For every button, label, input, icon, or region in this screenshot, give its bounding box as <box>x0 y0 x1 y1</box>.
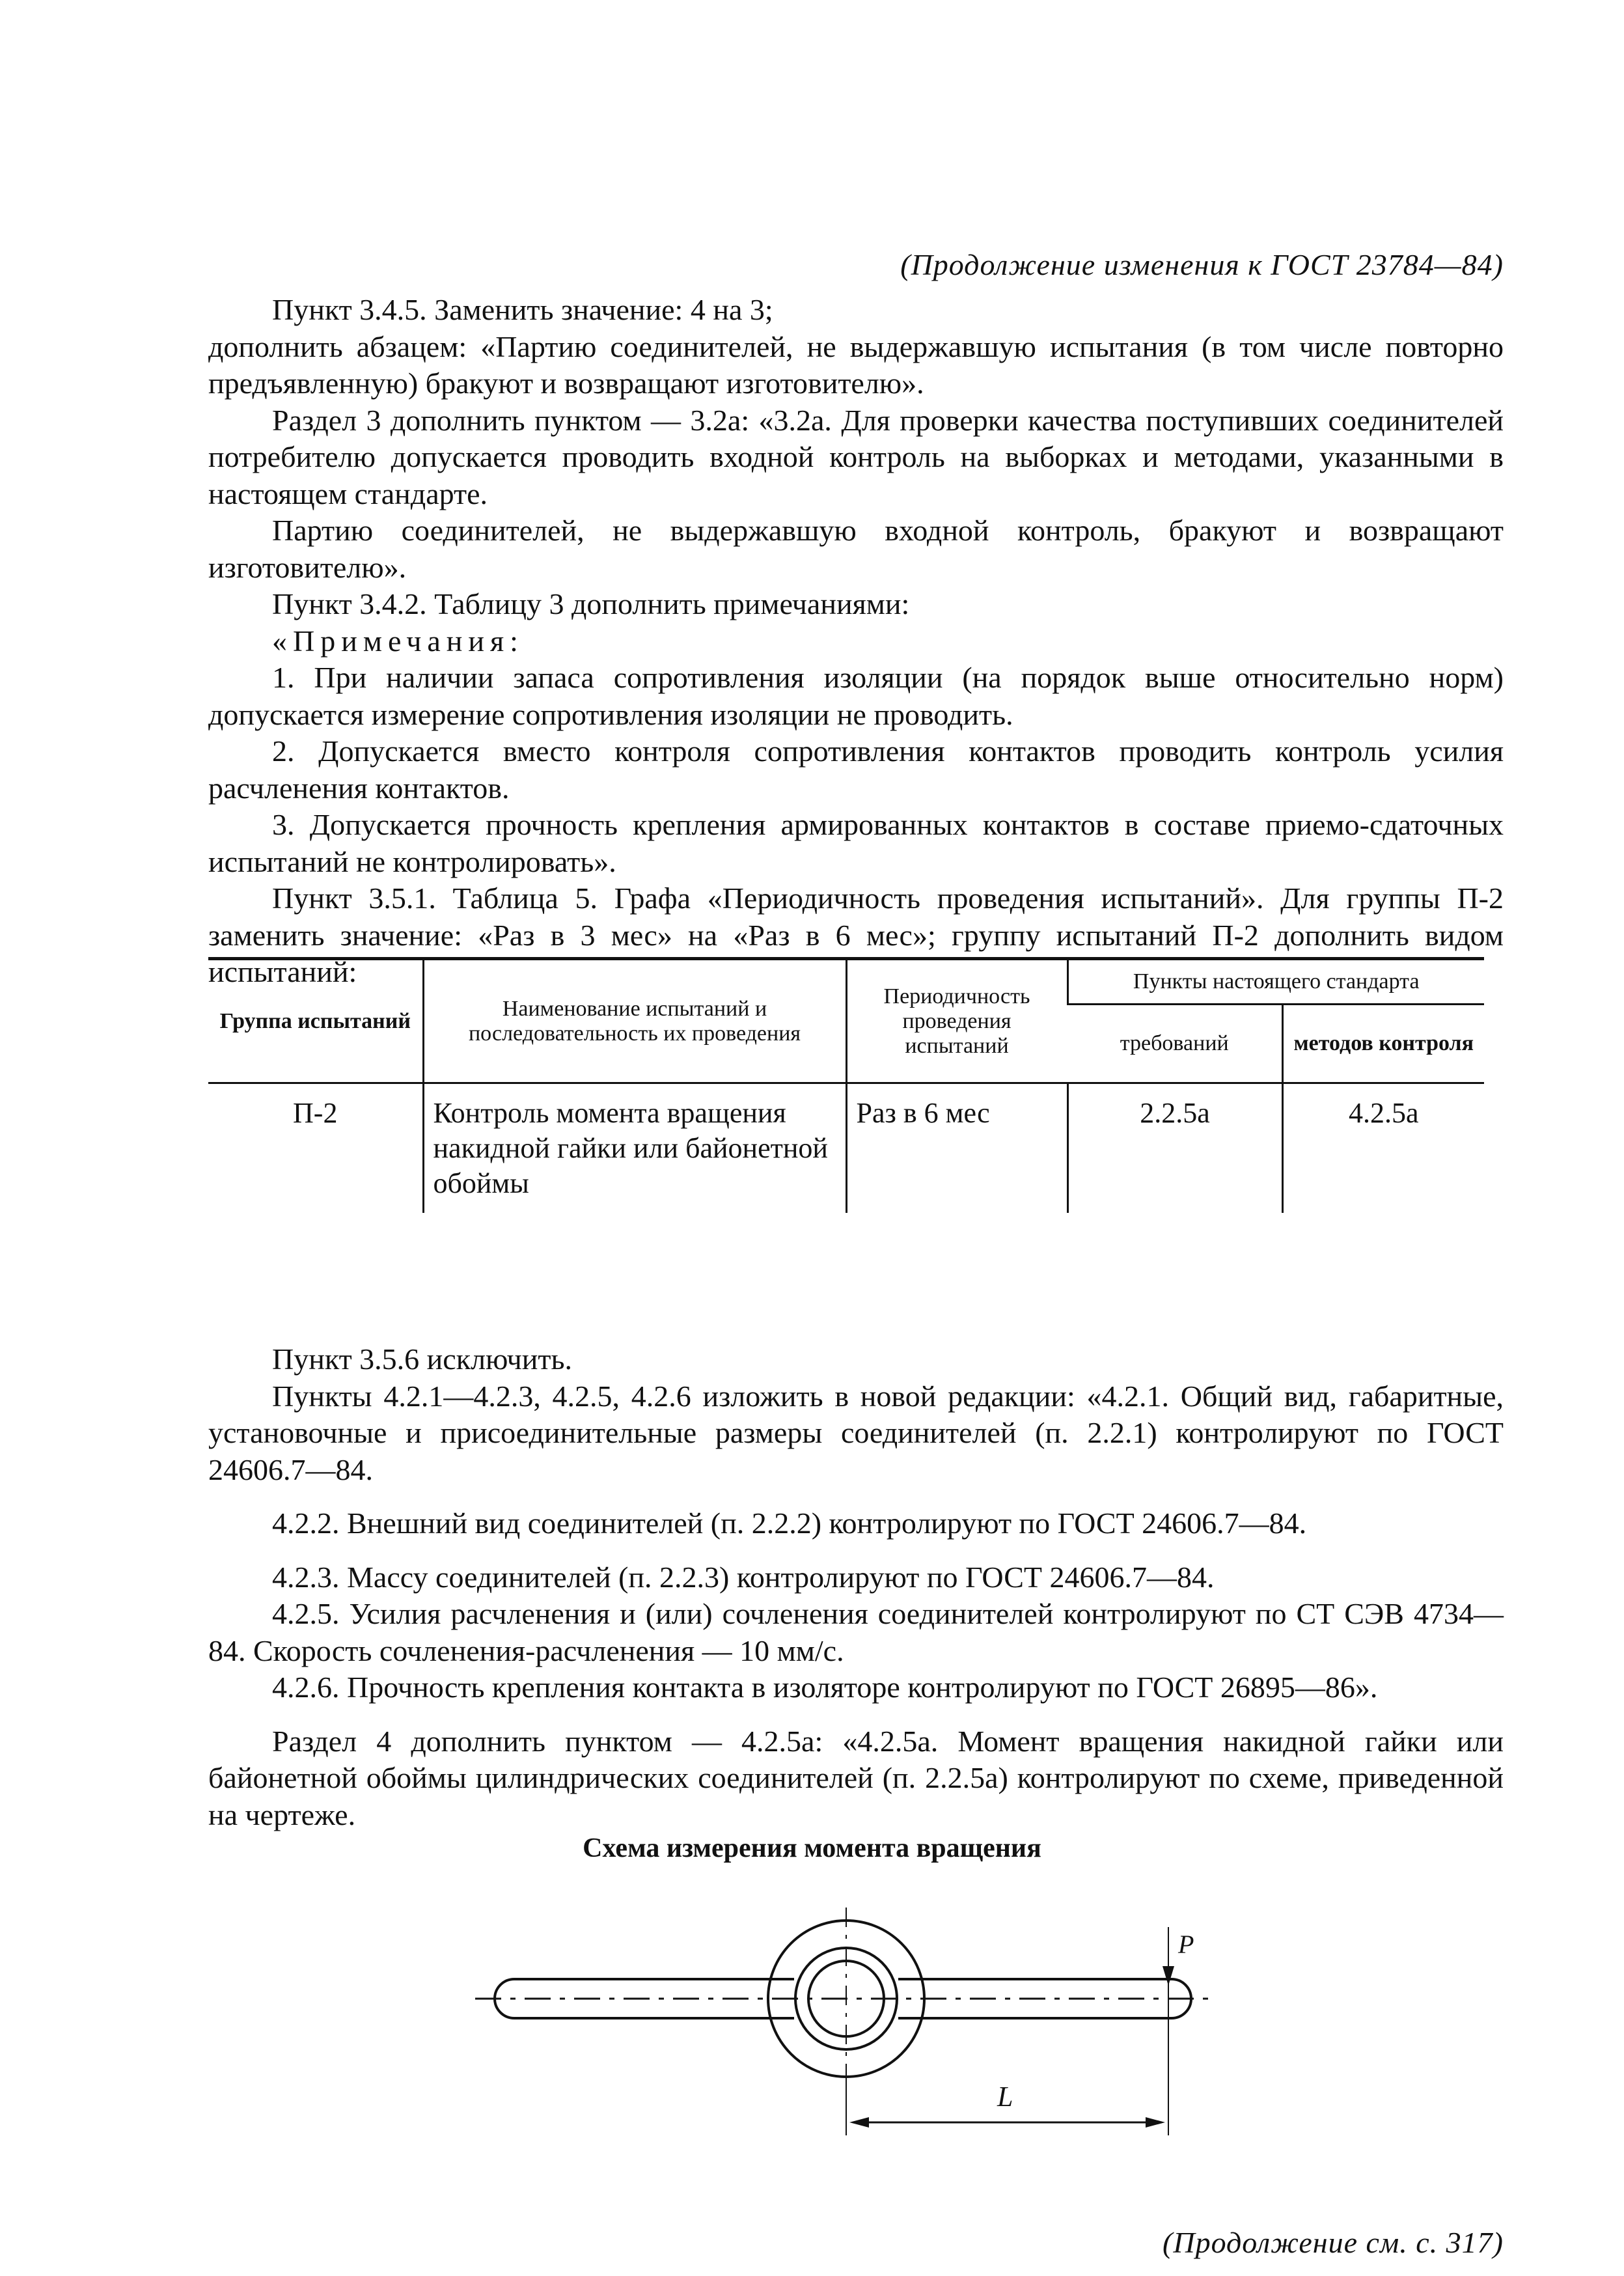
header-requirements: требований <box>1067 1005 1282 1083</box>
header-methods: методов контроля <box>1282 1005 1484 1083</box>
paragraph: 1. При наличии запаса сопротивления изоляции (на порядок выше относительно норм) допускается измерение сопротивления изоляции не проводить. <box>208 661 1504 731</box>
paragraph: Пункт 3.4.2. Таблицу 3 дополнить примечаниями: <box>272 587 910 620</box>
paragraph: 3. Допускается прочность крепления армированных контактов в составе приемо-сдаточных испытаний не контролировать». <box>208 808 1504 878</box>
dimension-arrow-left-icon <box>849 2117 869 2128</box>
paragraph: Партию соединителей, не выдержавшую входной контроль, бракуют и возвращают изготовителю». <box>208 514 1504 584</box>
tests-table <box>208 957 1484 1213</box>
paragraph: Пункт 3.5.1. Таблица 5. Графа «Периодичность проведения испытаний». Для группы П-2 заменить значение: «Раз в 3 мес» на «Раз в 6 мес»; группу испытаний П-2 дополнить видом испытаний: <box>208 881 1504 988</box>
length-label: L <box>997 2081 1013 2113</box>
paragraph: 4.2.3. Массу соединителей (п. 2.2.3) контролируют по ГОСТ 24606.7—84. <box>272 1560 1215 1594</box>
header-name: Наименование испытаний и последовательность их проведения <box>423 959 846 1083</box>
paragraph: Пункт 3.5.6 исключить. <box>272 1342 572 1376</box>
paragraph: дополнить абзацем: «Партию соединителей, не выдержавшую испытания (в том числе повторно предъявленную) бракуют и возвращают изготовителю». <box>208 329 1504 400</box>
figure-title: Схема измерения момента вращения <box>583 1833 1041 1863</box>
page-footer: (Продолжение см. с. 317) <box>1163 2226 1504 2259</box>
cell-group: П-2 <box>293 1097 338 1129</box>
header-period: Периодичность проведения испытаний <box>846 959 1067 1083</box>
paragraph: 2. Допускается вместо контроля сопротивления контактов проводить контроль усилия расчленения контактов. <box>208 734 1504 805</box>
cell-name: Контроль момента вращения накидной гайки или байонетной обоймы <box>423 1083 846 1214</box>
torque-scheme-diagram <box>456 1888 1237 2161</box>
paragraph: 4.2.6. Прочность крепления контакта в изоляторе контролируют по ГОСТ 26895—86». <box>272 1671 1378 1704</box>
cell-requirements: 2.2.5а <box>1067 1083 1282 1214</box>
force-arrow-icon <box>1163 1966 1174 1986</box>
header-group: Группа испытаний <box>208 959 423 1083</box>
paragraph: Раздел 4 дополнить пунктом — 4.2.5а: «4.2.5а. Момент вращения накидной гайки или байонетной обоймы цилиндрических соединителей (п. 2.2.5а) контролируют по схеме, приведенной на чертеже. <box>208 1724 1504 1831</box>
paragraph: 4.2.5. Усилия расчленения и (или) сочленения соединителей контролируют по СТ СЭВ 4734—84. Скорость сочленения-расчленения — 10 мм/с. <box>208 1597 1504 1667</box>
body-bottom <box>208 1341 1504 1833</box>
cell-methods: 4.2.5а <box>1282 1083 1484 1214</box>
paragraph: Пункт 3.4.5. Заменить значение: 4 на 3; <box>272 293 773 326</box>
body-top <box>208 292 1504 991</box>
notes-heading: «Примечания: <box>272 624 524 658</box>
cell-period: Раз в 6 мес <box>846 1083 1067 1214</box>
paragraph: Пункты 4.2.1—4.2.3, 4.2.5, 4.2.6 изложить в новой редакции: «4.2.1. Общий вид, габаритные, установочные и присоединительные размеры соединителей (п. 2.2.1) контролируют по ГОСТ 24606.7—84. <box>208 1379 1504 1486</box>
paragraph: 4.2.2. Внешний вид соединителей (п. 2.2.2) контролируют по ГОСТ 24606.7—84. <box>272 1506 1307 1540</box>
table-row <box>208 1083 1484 1214</box>
header-points: Пункты настоящего стандарта <box>1067 959 1484 1005</box>
force-label: P <box>1178 1930 1194 1959</box>
dimension-arrow-right-icon <box>1146 2117 1165 2128</box>
paragraph: Раздел 3 дополнить пунктом — 3.2а: «3.2а. Для проверки качества поступивших соединителей потребителю допускается проводить входной контроль на выборках и методами, указанными в настоящем стандарте. <box>208 403 1504 510</box>
page-header: (Продолжение изменения к ГОСТ 23784—84) <box>900 248 1504 281</box>
